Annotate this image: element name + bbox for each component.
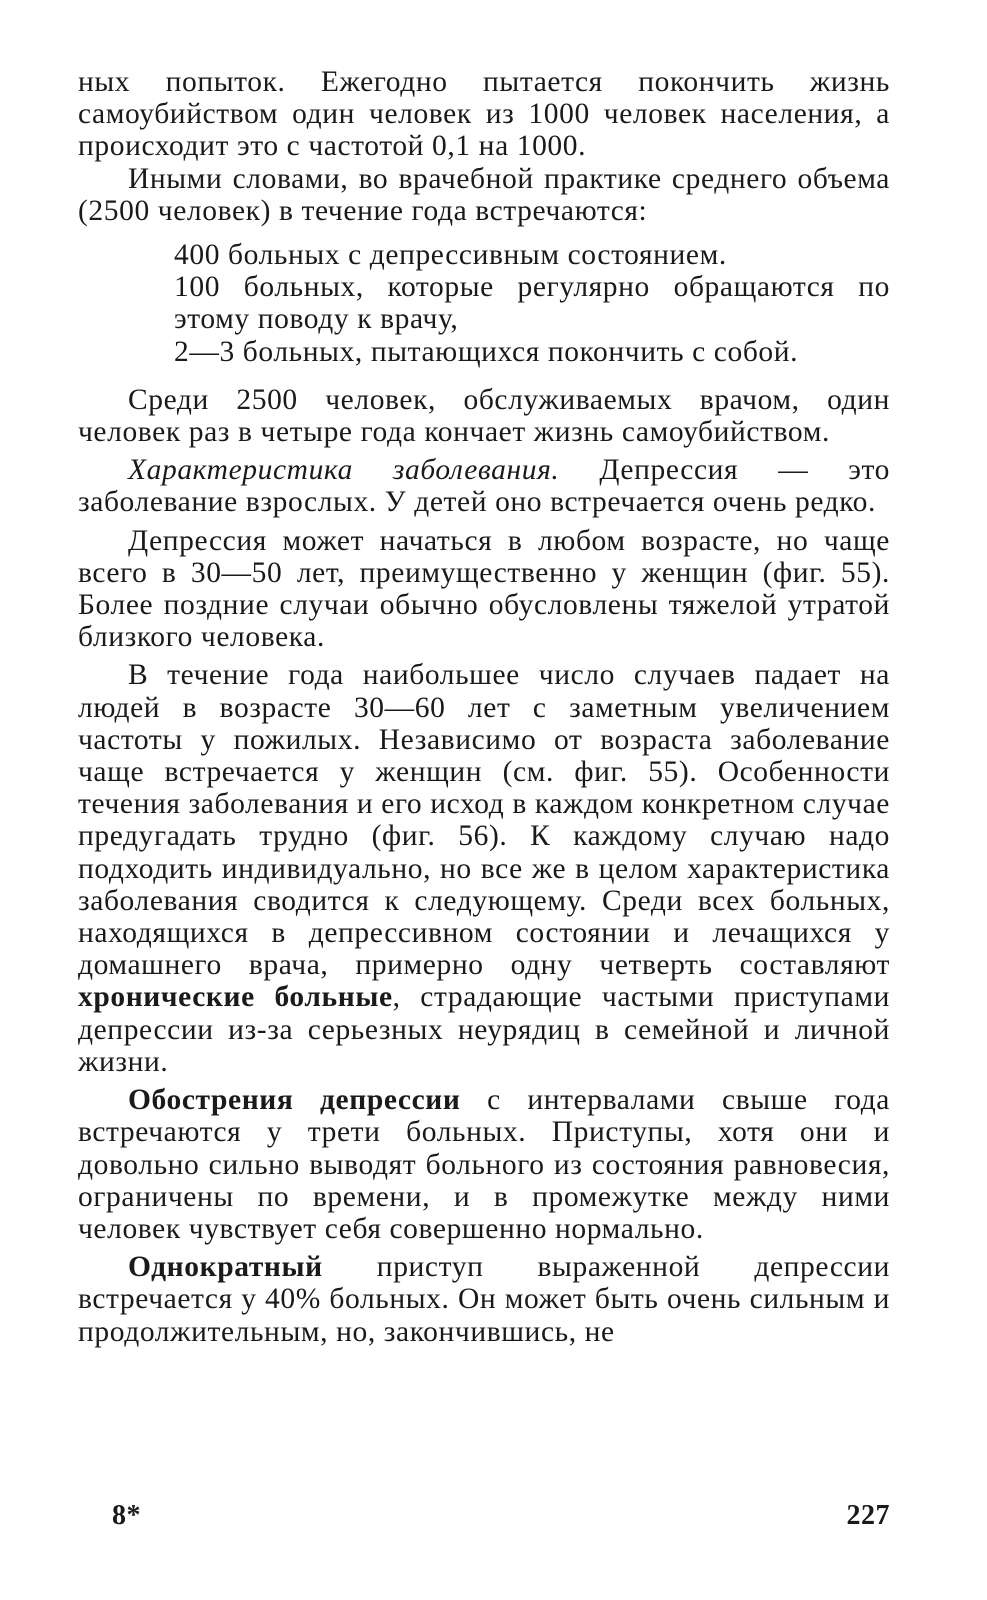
- paragraph-course: [78, 659, 890, 1078]
- paragraph-text: , страдающие частыми приступами депрессии из-за серьезных неурядиц в семейной и личной жизни.: [78, 981, 890, 1078]
- paragraph-characteristics: [78, 454, 890, 518]
- section-heading-italic: Характеристика заболевания.: [128, 454, 560, 487]
- page-number: 227: [846, 1500, 890, 1531]
- list-item: 100 больных, которые регулярно обращаются по этому поводу к врачу,: [174, 271, 890, 336]
- paragraph-continuation: ных попыток. Ежегодно пытается покончить жизнь самоубийством один человек из 1000 человек населения, а происходит это с частотой 0,1 на 1000.: [78, 66, 890, 163]
- term-single-episode: Однократный: [128, 1251, 323, 1284]
- page-footer: [78, 1500, 890, 1532]
- term-exacerbations: Обострения депрессии: [128, 1084, 461, 1117]
- paragraph-text: приступ выраженной депрессии встречается у 40% больных. Он может быть очень сильным и продолжительным, но, закончившись, не: [78, 1251, 890, 1348]
- statistics-list: [174, 239, 890, 368]
- signature-mark: 8*: [112, 1500, 141, 1531]
- paragraph-single-episode: [78, 1251, 890, 1348]
- term-chronic-patients: хронические больные: [78, 981, 393, 1014]
- paragraph-practice-volume: Иными словами, во врачебной практике среднего объема (2500 человек) в течение года встречаются:: [78, 162, 890, 227]
- paragraph-exacerbations: [78, 1084, 890, 1245]
- list-item: 400 больных с депрессивным состоянием.: [174, 239, 727, 272]
- paragraph-text: с интервалами свыше года встречаются у трети больных. Приступы, хотя они и довольно сильно выводят больного из состояния равновесия, ограничены по времени, и в промежутке между ними человек чувствует себя совершенно нормально.: [78, 1084, 890, 1245]
- list-item: 2—3 больных, пытающихся покончить с собой.: [174, 335, 799, 368]
- page-body: [78, 66, 890, 1566]
- paragraph-onset-age: Депрессия может начаться в любом возрасте, но чаще всего в 30—50 лет, преимущественно у женщин (фиг. 55). Более поздние случаи обычно обусловлены тяжелой утратой близкого человека.: [78, 524, 890, 654]
- paragraph-text: Депрессия — это заболевание взрослых. У детей оно встречается очень редко.: [78, 454, 890, 519]
- paragraph-suicide-rate: Среди 2500 человек, обслуживаемых врачом, один человек раз в четыре года кончает жизнь самоубийством.: [78, 383, 890, 449]
- paragraph-text: В течение года наибольшее число случаев падает на людей в возрасте 30—60 лет с заметным увеличением частоты у пожилых. Независимо от возраста заболевание чаще встречается у женщин (см. фиг. 55). Особенности течения заболевания и его исход в каждом конкретном случае предугадать трудно (фиг. 56). К каждому случаю надо подходить индивидуально, но все же в целом характеристика заболевания сводится к следующему. Среди всех больных, находящихся в депрессивном состоянии и лечащихся у домашнего врача, примерно одну четверть составляют: [78, 659, 890, 982]
